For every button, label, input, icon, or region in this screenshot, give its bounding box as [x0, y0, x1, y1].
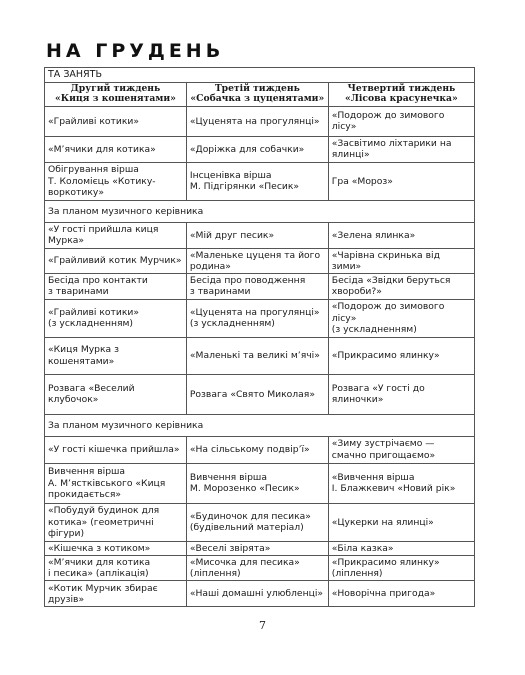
table-row — [45, 374, 475, 414]
table-cell: «Грайливі котики» — [45, 106, 187, 136]
activity-plan-table — [44, 67, 475, 607]
page-number: 7 — [259, 619, 266, 632]
table-row — [45, 274, 475, 299]
column-header-week-4 — [328, 82, 474, 106]
section-row — [45, 414, 475, 436]
table-cell: «Мисочка для песика» (ліплення) — [186, 555, 328, 580]
column-header-week-2 — [45, 82, 187, 106]
table-cell: Обігрування вірша Т. Коломієць «Котику-воркотику» — [45, 162, 187, 200]
table-cell: «Цуценята на прогулянці» — [186, 106, 328, 136]
table-cell: «Біла казка» — [328, 541, 474, 555]
table-row — [45, 248, 475, 273]
table-cell: «Подорож до зимового лісу» — [328, 106, 474, 136]
table-cell: «Зиму зустрічаємо — смачно пригощаємо» — [328, 436, 474, 463]
table-cell: «Котик Мурчик збирає друзів» — [45, 581, 187, 607]
table-cell: «Веселі звірята» — [186, 541, 328, 555]
table-cell: «Маленькі та великі м’ячі» — [186, 337, 328, 374]
table-header-row — [45, 82, 475, 106]
week-label: Третій тиждень — [214, 82, 300, 94]
table-cell: «Вивчення вірша І. Блажкевич «Новий рік» — [328, 463, 474, 503]
page-title: НА ГРУДЕНЬ — [46, 40, 225, 62]
week-theme: «Киця з кошенятами» — [54, 93, 176, 105]
table-cell: «Цуценята на прогулянці» (з ускладненням) — [186, 299, 328, 337]
table-cell: «Маленьке цуценя та його родина» — [186, 248, 328, 273]
table-row — [45, 555, 475, 580]
table-cell: «Наші домашні улюбленці» — [186, 581, 328, 607]
table-cell: Розвага «У гості до ялиночки» — [328, 374, 474, 414]
table-cell: Інсценівка вірша М. Підгірянки «Песик» — [186, 162, 328, 200]
week-label: Другий тиждень — [70, 82, 161, 94]
table-cell: Розвага «Свято Миколая» — [186, 374, 328, 414]
table-row — [45, 136, 475, 162]
table-cell: «Мій друг песик» — [186, 222, 328, 248]
table-cell: «Чарівна скринька від зими» — [328, 248, 474, 273]
table-row — [45, 106, 475, 136]
table-cell: «Прикрасимо ялинку» (ліплення) — [328, 555, 474, 580]
table-caption-row — [45, 68, 475, 83]
week-theme: «Собачка з цуценятами» — [190, 93, 325, 105]
table-row — [45, 222, 475, 248]
week-label: Четвертий тиждень — [347, 82, 456, 94]
table-cell: «Подорож до зимового лісу» (з ускладненням) — [328, 299, 474, 337]
table-cell: «Прикрасимо ялинку» — [328, 337, 474, 374]
table-row — [45, 337, 475, 374]
table-cell: «У гості прийшла киця Мурка» — [45, 222, 187, 248]
table-row — [45, 436, 475, 463]
table-cell: «Киця Мурка з кошенятами» — [45, 337, 187, 374]
table-cell: Бесіда про контакти з тваринами — [45, 274, 187, 299]
table-cell: Бесіда «Звідки беруться хвороби?» — [328, 274, 474, 299]
table-row — [45, 541, 475, 555]
section-row — [45, 200, 475, 222]
table-row — [45, 581, 475, 607]
table-cell: «У гості кішечка прийшла» — [45, 436, 187, 463]
table-cell: «Новорічна пригода» — [328, 581, 474, 607]
table-cell: «М’ячики для котика і песика» (аплікація) — [45, 555, 187, 580]
table-cell: Гра «Мороз» — [328, 162, 474, 200]
week-theme: «Лісова красунечка» — [345, 93, 458, 105]
table-cell: Вивчення вірша А. М’ястківського «Киця прокидається» — [45, 463, 187, 503]
table-cell: «Доріжка для собачки» — [186, 136, 328, 162]
table-row — [45, 162, 475, 200]
table-cell: «Кішечка з котиком» — [45, 541, 187, 555]
column-header-week-3 — [186, 82, 328, 106]
table-cell: «Грайливі котики» (з ускладненням) — [45, 299, 187, 337]
table-cell: «На сільському подвір’ї» — [186, 436, 328, 463]
table-cell: «Побудуй будинок для котика» (геометричні фігури) — [45, 503, 187, 541]
table-cell: «Цукерки на ялинці» — [328, 503, 474, 541]
table-caption: ТА ЗАНЯТЬ — [45, 68, 475, 83]
table-cell: Вивчення вірша М. Морозенко «Песик» — [186, 463, 328, 503]
table-cell: «Будиночок для песика» (будівельний матеріал) — [186, 503, 328, 541]
table-row — [45, 503, 475, 541]
section-label: За планом музичного керівника — [45, 200, 475, 222]
table-cell: «Зелена ялинка» — [328, 222, 474, 248]
table-row — [45, 463, 475, 503]
table-cell: «Засвітимо ліхтарики на ялинці» — [328, 136, 474, 162]
section-label: За планом музичного керівника — [45, 414, 475, 436]
table-cell: «М’ячики для котика» — [45, 136, 187, 162]
table-cell: Розвага «Веселий клубочок» — [45, 374, 187, 414]
table-row — [45, 299, 475, 337]
table-cell: «Грайливий котик Мурчик» — [45, 248, 187, 273]
table-cell: Бесіда про поводження з тваринами — [186, 274, 328, 299]
